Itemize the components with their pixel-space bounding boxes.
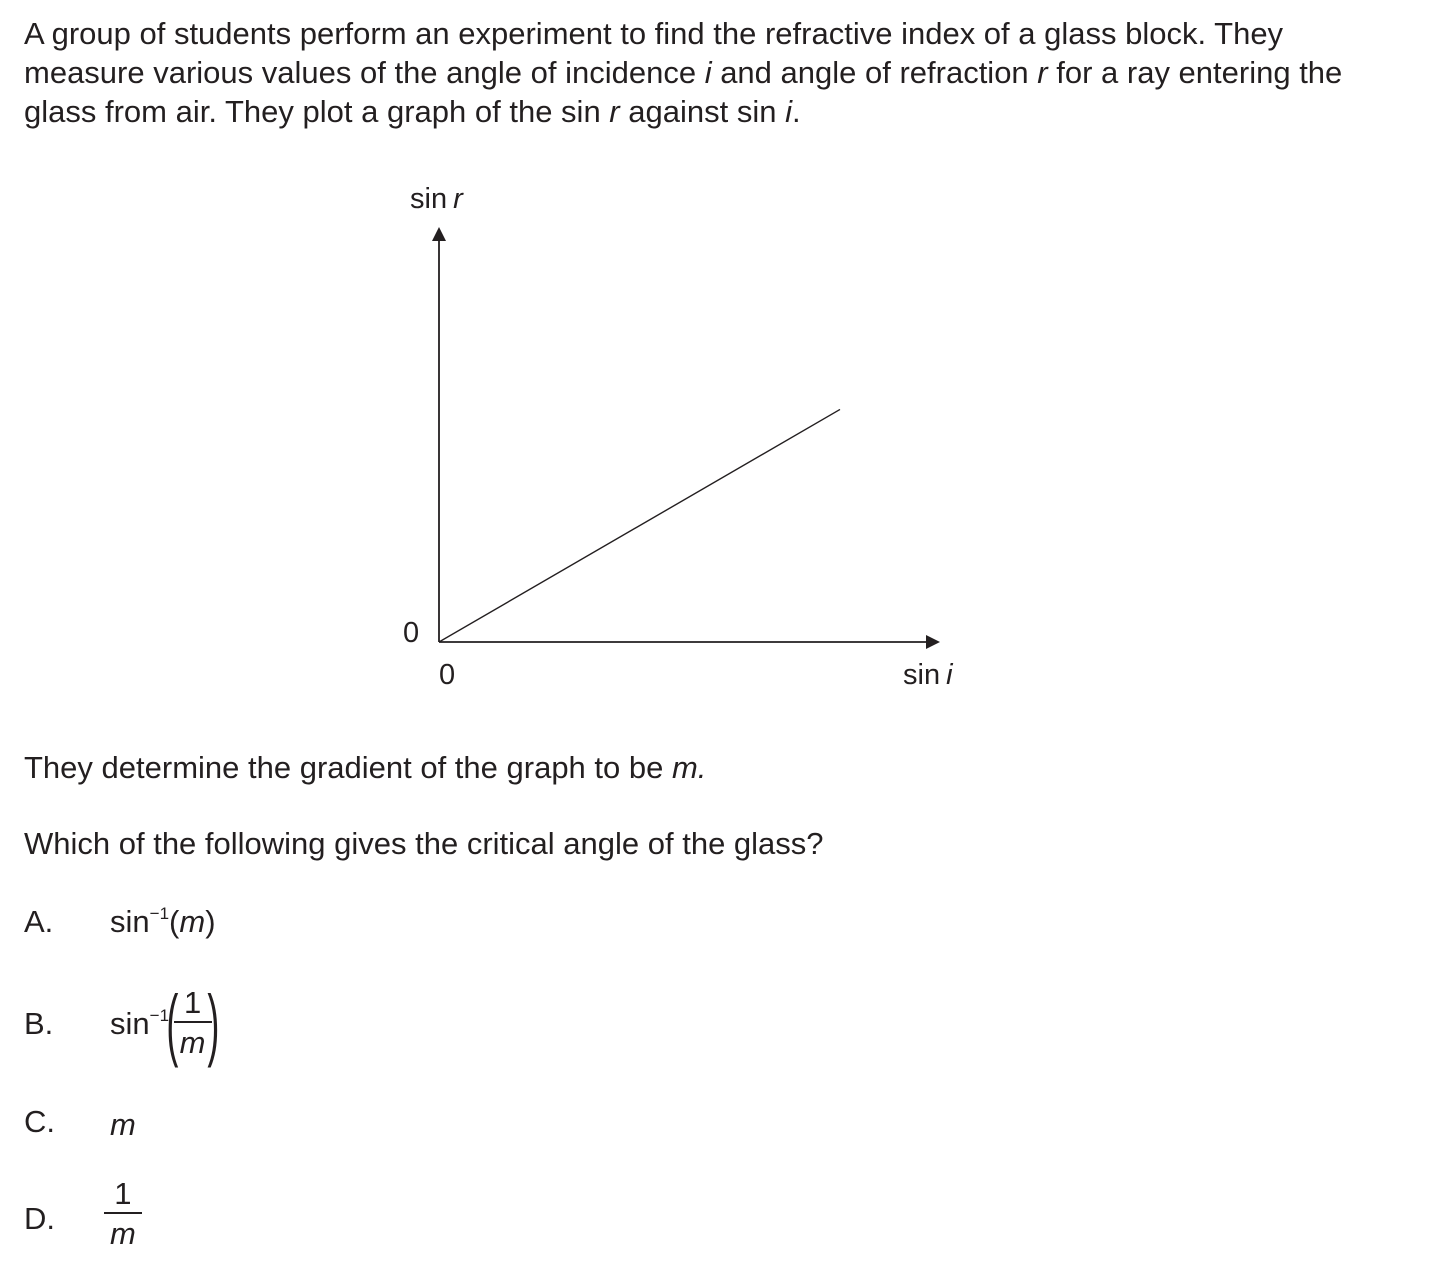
- option-a-expression: $\sin^{-1}(m)$: [110, 904, 216, 939]
- question-prompt: Which of the following gives the critical angle of the glass?: [24, 826, 824, 861]
- graph-axes: [432, 227, 940, 649]
- option-d-letter: D.: [24, 1201, 55, 1236]
- option-b-letter: B.: [24, 1006, 54, 1041]
- intro-line-3: glass from air. They plot a graph of the sin r against sin i.: [24, 94, 801, 129]
- option-d-fraction: $\frac{1}{m}$: [104, 1176, 142, 1254]
- option-d-expression: [104, 1176, 142, 1254]
- option-a-letter: A.: [24, 904, 54, 939]
- intro-line-2: measure various values of the angle of incidence i and angle of refraction r for a ray entering the: [24, 55, 1343, 90]
- x-axis-arrowhead: [926, 635, 940, 649]
- x-axis-label: sin i: [903, 659, 953, 691]
- gradient-statement: They determine the gradient of the graph to be m.: [24, 750, 707, 785]
- option-c-letter: C.: [24, 1104, 55, 1139]
- option-b-expression: $\sin^{-1}$( $\frac{1}{m}$ ): [110, 979, 219, 1068]
- option-b-fraction: $\frac{1}{m}$: [174, 985, 212, 1063]
- series-line-1: [439, 409, 840, 642]
- graph-series: [439, 409, 840, 642]
- y-axis-label: sin r: [410, 183, 463, 215]
- x-origin-label: 0: [439, 659, 456, 691]
- option-c-expression: m: [110, 1107, 136, 1142]
- y-axis-arrowhead: [432, 227, 446, 241]
- intro-line-1: A group of students perform an experiment to find the refractive index of a glass block. They: [24, 16, 1284, 51]
- y-origin-label: 0: [403, 617, 420, 649]
